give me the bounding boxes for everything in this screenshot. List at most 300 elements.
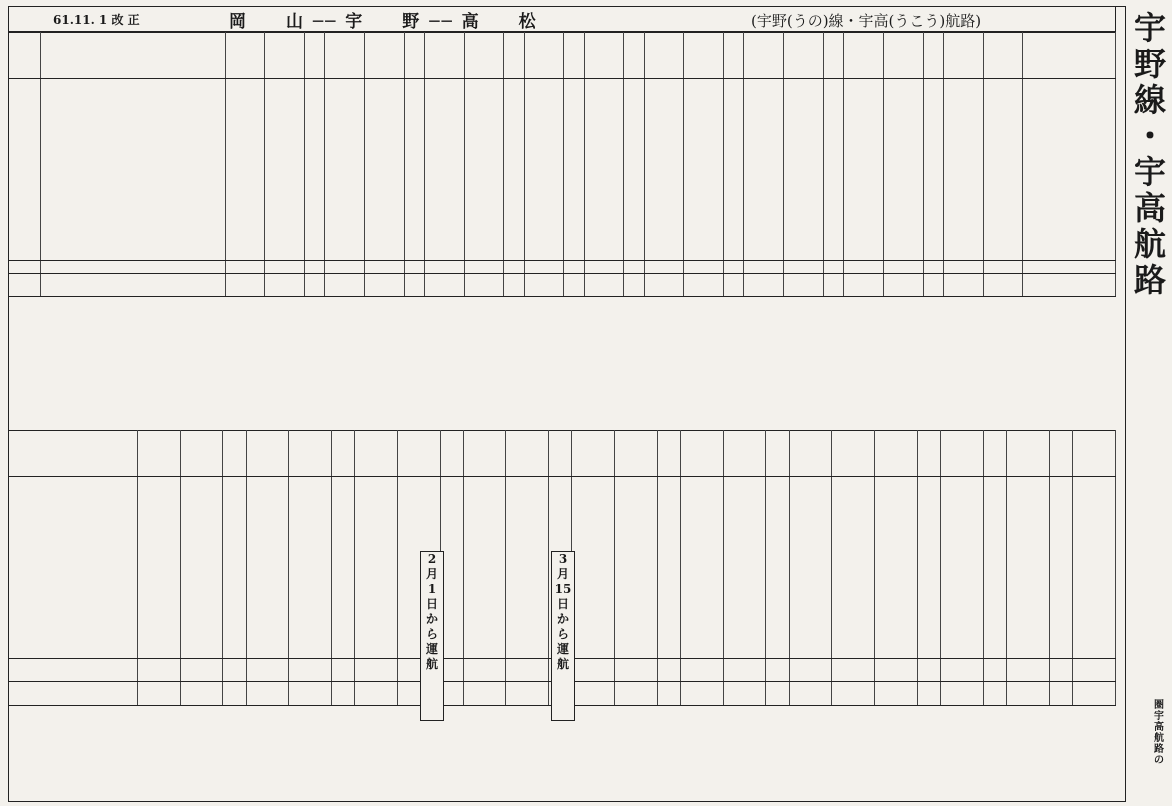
time-cell: [289, 522, 332, 533]
time-cell: [331, 545, 354, 556]
time-cell: [923, 273, 943, 285]
time-cell: [940, 624, 983, 635]
time-cell: [180, 601, 223, 612]
time-cell: [943, 113, 983, 124]
time-cell: [724, 147, 744, 158]
time-cell: [983, 613, 1006, 624]
time-cell: [624, 102, 644, 113]
time-cell: [464, 203, 504, 214]
header-cell: [657, 454, 680, 477]
time-cell: [325, 124, 365, 135]
time-cell: [1006, 511, 1049, 522]
time-cell: [564, 90, 584, 101]
time-cell: [681, 590, 724, 601]
table-row: [9, 511, 1116, 522]
time-cell: [681, 476, 724, 488]
time-cell: [1006, 522, 1049, 533]
time-cell: [943, 215, 983, 226]
header-cell: [584, 56, 624, 79]
time-cell: [724, 237, 744, 248]
time-cell: [305, 273, 325, 285]
time-cell: [823, 285, 843, 297]
time-cell: [943, 102, 983, 113]
time-cell: [365, 124, 405, 135]
time-cell: [223, 476, 246, 488]
distance-km: [9, 136, 41, 147]
time-cell: [940, 476, 983, 488]
time-cell: [883, 78, 923, 90]
time-cell: [425, 192, 465, 203]
ship-number: [289, 659, 332, 682]
time-cell: [506, 545, 549, 556]
time-cell: [917, 545, 940, 556]
time-cell: [246, 682, 289, 694]
time-cell: [789, 522, 832, 533]
time-cell: [584, 181, 624, 192]
time-cell: [180, 545, 223, 556]
header-cell: [724, 56, 744, 79]
time-cell: [943, 203, 983, 214]
time-cell: [504, 124, 524, 135]
time-cell: [137, 647, 180, 659]
header-cell: [1072, 431, 1115, 443]
eigyo-label: [9, 33, 41, 45]
note-char: 月: [425, 567, 438, 581]
time-cell: [305, 192, 325, 203]
time-cell: [923, 102, 943, 113]
header-cell: [832, 454, 875, 477]
time-cell: [246, 557, 289, 579]
station-name: [40, 113, 225, 124]
header-cell: [789, 442, 832, 453]
ship-number: [137, 659, 180, 682]
time-cell: [789, 500, 832, 511]
time-cell: [684, 159, 724, 181]
time-cell: [506, 590, 549, 601]
time-cell: [572, 579, 615, 590]
time-cell: [463, 579, 506, 590]
time-cell: [766, 557, 789, 579]
time-cell: [832, 682, 875, 694]
time-cell: [940, 613, 983, 624]
ship-number: [1072, 659, 1115, 682]
time-cell: [397, 534, 440, 545]
time-cell: [832, 557, 875, 579]
time-cell: [832, 488, 875, 499]
time-cell: [844, 285, 884, 297]
time-cell: [615, 511, 658, 522]
time-cell: [723, 590, 766, 601]
time-cell: [983, 192, 1023, 203]
header-cell: [744, 33, 784, 45]
time-cell: [1049, 476, 1072, 488]
time-cell: [684, 78, 724, 90]
time-cell: [644, 90, 684, 101]
time-cell: [615, 476, 658, 488]
note-char: 路: [1154, 744, 1164, 755]
time-cell: [137, 511, 180, 522]
time-cell: [289, 500, 332, 511]
station-reading: [1023, 181, 1116, 192]
time-cell: [137, 613, 180, 624]
time-cell: [355, 579, 398, 590]
time-cell: [875, 601, 918, 612]
table-row: [9, 102, 1116, 113]
header-cell: [504, 33, 524, 45]
time-cell: [331, 682, 354, 694]
time-cell: [684, 147, 724, 158]
time-cell: [223, 647, 246, 659]
time-cell: [766, 682, 789, 694]
time-cell: [325, 159, 365, 181]
time-cell: [723, 601, 766, 612]
time-cell: [789, 682, 832, 694]
time-cell: [572, 682, 615, 694]
time-cell: [624, 192, 644, 203]
time-cell: [644, 159, 684, 181]
row-label: [40, 33, 225, 45]
time-cell: [265, 147, 305, 158]
time-cell: [923, 124, 943, 135]
time-cell: [549, 522, 572, 533]
station-name: [40, 159, 225, 181]
time-cell: [883, 192, 923, 203]
time-cell: [524, 226, 564, 237]
time-cell: [549, 476, 572, 488]
station-name: [40, 249, 225, 261]
time-cell: [784, 237, 824, 248]
time-cell: [923, 113, 943, 124]
time-cell: [766, 545, 789, 556]
time-cell: [875, 545, 918, 556]
time-cell: [584, 113, 624, 124]
header-cell: [832, 431, 875, 443]
port-name: [9, 694, 138, 706]
station-name: [9, 557, 138, 579]
time-cell: [180, 613, 223, 624]
header-cell: [724, 44, 744, 55]
time-cell: [365, 181, 405, 192]
time-cell: [265, 192, 305, 203]
time-cell: [1049, 557, 1072, 579]
header-cell: [325, 33, 365, 45]
time-cell: [724, 124, 744, 135]
time-cell: [684, 192, 724, 203]
time-cell: [504, 78, 524, 90]
ship-number: [425, 261, 465, 273]
time-cell: [1006, 590, 1049, 601]
time-cell: [615, 488, 658, 499]
time-cell: [917, 488, 940, 499]
time-cell: [784, 181, 824, 192]
time-cell: [917, 624, 940, 635]
time-cell: [524, 78, 564, 90]
time-cell: [355, 557, 398, 579]
distance-km: [9, 102, 41, 113]
header-cell: [624, 56, 644, 79]
time-cell: [789, 557, 832, 579]
note-char: 宇: [1133, 9, 1166, 47]
time-cell: [844, 192, 884, 203]
time-cell: [823, 226, 843, 237]
time-cell: [404, 203, 424, 214]
time-cell: [506, 694, 549, 706]
ship-number: [180, 659, 223, 682]
time-cell: [549, 534, 572, 545]
header-cell: [832, 442, 875, 453]
time-cell: [524, 113, 564, 124]
time-cell: [265, 237, 305, 248]
time-cell: [404, 226, 424, 237]
header-cell: [365, 56, 405, 79]
time-cell: [723, 624, 766, 635]
time-cell: [943, 136, 983, 147]
time-cell: [784, 273, 824, 285]
header-cell: [644, 33, 684, 45]
time-cell: [180, 682, 223, 694]
time-cell: [723, 579, 766, 590]
header-cell: [923, 44, 943, 55]
time-cell: [223, 545, 246, 556]
station-reading: [1023, 159, 1116, 181]
time-cell: [844, 215, 884, 226]
time-cell: [1072, 488, 1115, 499]
table-row: [9, 113, 1116, 124]
time-cell: [723, 522, 766, 533]
time-cell: [504, 249, 524, 261]
time-cell: [223, 534, 246, 545]
time-cell: [265, 159, 305, 181]
header-cell: [723, 442, 766, 453]
time-cell: [225, 237, 265, 248]
header-cell: [325, 44, 365, 55]
time-cell: [225, 124, 265, 135]
time-cell: [744, 249, 784, 261]
table-row: [9, 488, 1116, 499]
header-cell: [504, 44, 524, 55]
time-cell: [940, 557, 983, 579]
time-cell: [789, 601, 832, 612]
time-cell: [1006, 624, 1049, 635]
time-cell: [684, 113, 724, 124]
time-cell: [504, 102, 524, 113]
time-cell: [524, 102, 564, 113]
time-cell: [723, 488, 766, 499]
time-cell: [983, 579, 1006, 590]
time-cell: [875, 635, 918, 646]
time-cell: [744, 181, 784, 192]
time-cell: [657, 557, 680, 579]
time-cell: [180, 534, 223, 545]
time-cell: [844, 237, 884, 248]
time-cell: [983, 534, 1006, 545]
time-cell: [265, 113, 305, 124]
time-cell: [504, 203, 524, 214]
time-cell: [564, 159, 584, 181]
time-cell: [624, 226, 644, 237]
note-char: 野: [1133, 45, 1166, 83]
ship-number: [943, 261, 983, 273]
time-cell: [325, 113, 365, 124]
time-cell: [355, 545, 398, 556]
header-cell: [684, 44, 724, 55]
time-cell: [943, 159, 983, 181]
time-cell: [832, 624, 875, 635]
time-cell: [823, 136, 843, 147]
time-cell: [615, 635, 658, 646]
time-cell: [744, 78, 784, 90]
time-cell: [572, 534, 615, 545]
header-cell: [572, 454, 615, 477]
time-cell: [883, 113, 923, 124]
distance-km: [9, 215, 41, 226]
time-cell: [325, 226, 365, 237]
header-cell: [983, 56, 1023, 79]
time-cell: [723, 647, 766, 659]
time-cell: [644, 203, 684, 214]
station-name: [9, 545, 138, 556]
time-cell: [657, 545, 680, 556]
time-cell: [223, 557, 246, 579]
time-cell: [875, 682, 918, 694]
time-cell: [365, 285, 405, 297]
time-cell: [463, 545, 506, 556]
time-cell: [564, 237, 584, 248]
time-cell: [681, 488, 724, 499]
time-cell: [615, 545, 658, 556]
ship-name-label: [9, 659, 138, 682]
time-cell: [983, 476, 1006, 488]
note-char: 高: [1133, 189, 1166, 227]
time-cell: [265, 203, 305, 214]
time-cell: [404, 113, 424, 124]
time-cell: [1006, 500, 1049, 511]
time-cell: [506, 511, 549, 522]
time-cell: [564, 136, 584, 147]
time-cell: [832, 613, 875, 624]
time-cell: [463, 635, 506, 646]
time-cell: [615, 579, 658, 590]
ship-number: [844, 261, 884, 273]
ship-number: [784, 261, 824, 273]
table-row: [9, 124, 1116, 135]
time-cell: [564, 215, 584, 226]
ship-number: [766, 659, 789, 682]
time-cell: [940, 635, 983, 646]
time-cell: [983, 557, 1006, 579]
header-cell: [355, 431, 398, 443]
time-cell: [844, 113, 884, 124]
distance-km: [9, 273, 41, 285]
ship-number: [723, 659, 766, 682]
time-cell: [1072, 476, 1115, 488]
station-name: [40, 147, 225, 158]
station-reading: [1023, 147, 1116, 158]
header-cell: [289, 431, 332, 443]
time-cell: [223, 488, 246, 499]
station-reading: [1023, 249, 1116, 261]
time-cell: [463, 601, 506, 612]
table-row: [9, 78, 1116, 90]
time-cell: [584, 159, 624, 181]
time-cell: [744, 102, 784, 113]
time-cell: [744, 90, 784, 101]
time-cell: [789, 534, 832, 545]
time-cell: [923, 203, 943, 214]
row-label: [9, 454, 138, 477]
time-cell: [875, 522, 918, 533]
time-cell: [983, 624, 1006, 635]
time-cell: [1049, 624, 1072, 635]
time-cell: [305, 78, 325, 90]
ship-number: [305, 261, 325, 273]
time-cell: [404, 215, 424, 226]
time-cell: [943, 249, 983, 261]
time-cell: [883, 136, 923, 147]
time-cell: [784, 249, 824, 261]
header-cell: [823, 56, 843, 79]
note-char: 月: [556, 567, 569, 581]
time-cell: [564, 203, 584, 214]
time-cell: [883, 285, 923, 297]
time-cell: [917, 476, 940, 488]
time-cell: [943, 90, 983, 101]
time-cell: [572, 624, 615, 635]
time-cell: [883, 273, 923, 285]
time-cell: [365, 113, 405, 124]
time-cell: [1072, 682, 1115, 694]
time-cell: [365, 273, 405, 285]
time-cell: [615, 522, 658, 533]
time-cell: [524, 203, 564, 214]
header-cell: [883, 33, 923, 45]
time-cell: [724, 273, 744, 285]
time-cell: [723, 534, 766, 545]
time-cell: [1072, 694, 1115, 706]
time-cell: [983, 522, 1006, 533]
time-cell: [506, 682, 549, 694]
time-cell: [983, 78, 1023, 90]
time-cell: [1049, 534, 1072, 545]
header-cell: [1049, 431, 1072, 443]
time-cell: [365, 159, 405, 181]
note-char: か: [556, 612, 569, 626]
time-cell: [404, 147, 424, 158]
ship-km-label: [9, 261, 41, 273]
header-cell: [463, 431, 506, 443]
header-cell: [506, 454, 549, 477]
time-cell: [464, 226, 504, 237]
time-cell: [684, 215, 724, 226]
time-cell: [923, 215, 943, 226]
time-cell: [923, 285, 943, 297]
time-cell: [624, 124, 644, 135]
time-cell: [564, 147, 584, 158]
time-cell: [983, 590, 1006, 601]
header-cell: [766, 454, 789, 477]
time-cell: [325, 192, 365, 203]
time-cell: [425, 136, 465, 147]
time-cell: [823, 147, 843, 158]
time-cell: [572, 647, 615, 659]
revision-date: 61.11. 1 改 正: [53, 13, 140, 27]
time-cell: [657, 488, 680, 499]
header-cell: [564, 33, 584, 45]
time-cell: [289, 545, 332, 556]
header-cell: [766, 442, 789, 453]
distance-km: [9, 226, 41, 237]
time-cell: [832, 579, 875, 590]
